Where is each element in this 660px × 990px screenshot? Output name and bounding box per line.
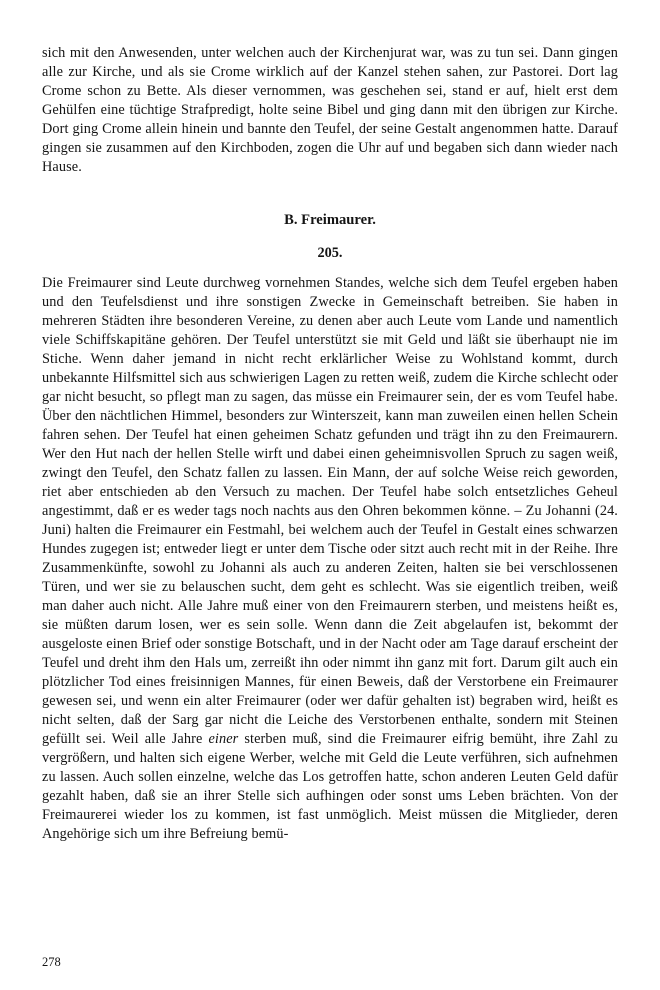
paragraph-main [42,274,618,844]
paragraph-continuation: sich mit den Anwesenden, unter welchen auch der Kirchenjurat war, was zu tun sei. Dann gingen alle zur Kirche, und als sie Crome wirklich auf der Kanzel stehen sahen, zur Pastorei. Dort lag Crome schon zu Bette. Als dieser vernommen, was geschehen sei, stand er auf, hielt erst dem Gehülfen eine tüchtige Strafpredigt, holte seine Bibel und ging dann mit den übrigen zur Kirche. Dort ging Crome allein hinein und bannte den Teufel, der seine Gestalt angenommen hatte. Darauf gingen sie zusammen auf den Kirchboden, zogen die Uhr auf und begaben sich dann wieder nach Hause. [42,45,618,175]
paragraph-main-italic-word: einer [208,731,239,747]
paragraph-main-text-2: sterben muß, sind die Freimaurer eifrig bemüht, ihre Zahl zu vergrößern, und halten sich eigene Werber, welche mit Geld die Leute verführen, sich aufnehmen zu lassen. Auch sollen einzelne, welche das Los getroffen hatte, schon anderen Leuten Geld dafür gezahlt haben, daß sie an ihrer Stelle sich aufhingen oder sonst ums Leben brächten. Von der Freimaurerei wieder los zu kommen, ist fast unmöglich. Meist müssen die Mitglieder, deren Angehörige sich um ihre Befreiung bemü- [42,731,618,842]
section-heading: B. Freimaurer. [284,212,376,228]
page-number: 278 [42,955,61,969]
paragraph-main-text-1: Die Freimaurer sind Leute durchweg vornehmen Standes, welche sich dem Teufel ergeben haben und den Teufelsdienst und ihre sonstigen Zwecke in Gemeinschaft betreiben. Sie haben in mehreren Städten ihre besonderen Vereine, zu denen aber auch Leute vom Lande und namentlich viele Schiffskapitäne gehören. Der Teufel unterstützt sie mit Geld und läßt sie überhaupt nie im Stiche. Wenn daher jemand in nicht recht erklärlicher Weise zu Wohlstand kommt, durch unbekannte Hilfsmittel sich aus schwierigen Lagen zu retten weiß, zudem die Kirche schlecht oder gar nicht besucht, so pflegt man zu sagen, das müsse ein Freimaurer sein, der es vom Teufel habe. Über den nächtlichen Himmel, besonders zur Winterszeit, kann man zuweilen einen hellen Schein fahren sehen. Der Teufel hat einen geheimen Schatz gefunden und trägt ihn zu den Freimaurern. Wer den Hut nach der hellen Stelle wirft und dabei einen geheimnisvollen Spruch zu sagen weiß, zwingt den Teufel, den Schatz fallen zu lassen. Ein Mann, der auf solche Weise reich geworden, riet aber entschieden ab den Versuch zu machen. Der Teufel habe solch entsetzliches Geheul angestimmt, daß er es weder tags noch nachts aus den Ohren bekommen könne. – Zu Johanni (24. Juni) halten die Freimaurer ein Festmahl, bei welchem auch der Teufel in Gestalt eines schwarzen Hundes zugegen ist; entweder liegt er unter dem Tische oder sitzt auch recht mit in der Reihe. Ihre Zusammenkünfte, sowohl zu Johanni als auch zu anderen Zeiten, halten sie bei verschlossenen Türen, und wer sie zu belauschen sucht, dem geht es schlecht. Was sie eigentlich treiben, weiß man daher auch nicht. Alle Jahre muß einer von den Freimaurern sterben, und meistens heißt es, sie müßten darum losen, wer es sein solle. Wenn dann die Zeit abgelaufen ist, bekommt der ausgeloste einen Brief oder sonstige Botschaft, und in der Nacht oder am Tage darauf erscheint der Teufel und dreht ihm den Hals um, zerreißt ihn oder nimmt ihn ganz mit fort. Darum gilt auch ein plötzlicher Tod eines freisinnigen Mannes, für einen Beweis, daß der Verstorbene ein Freimaurer gewesen sei, und wenn ein alter Freimaurer (oder wer dafür gehalten ist) begraben wird, heißt es nicht selten, daß der Sarg gar nicht die Leiche des Verstorbenen enthalte, sondern mit Steinen gefüllt sei. Weil alle Jahre [42,275,618,747]
section-number: 205. [317,245,343,261]
